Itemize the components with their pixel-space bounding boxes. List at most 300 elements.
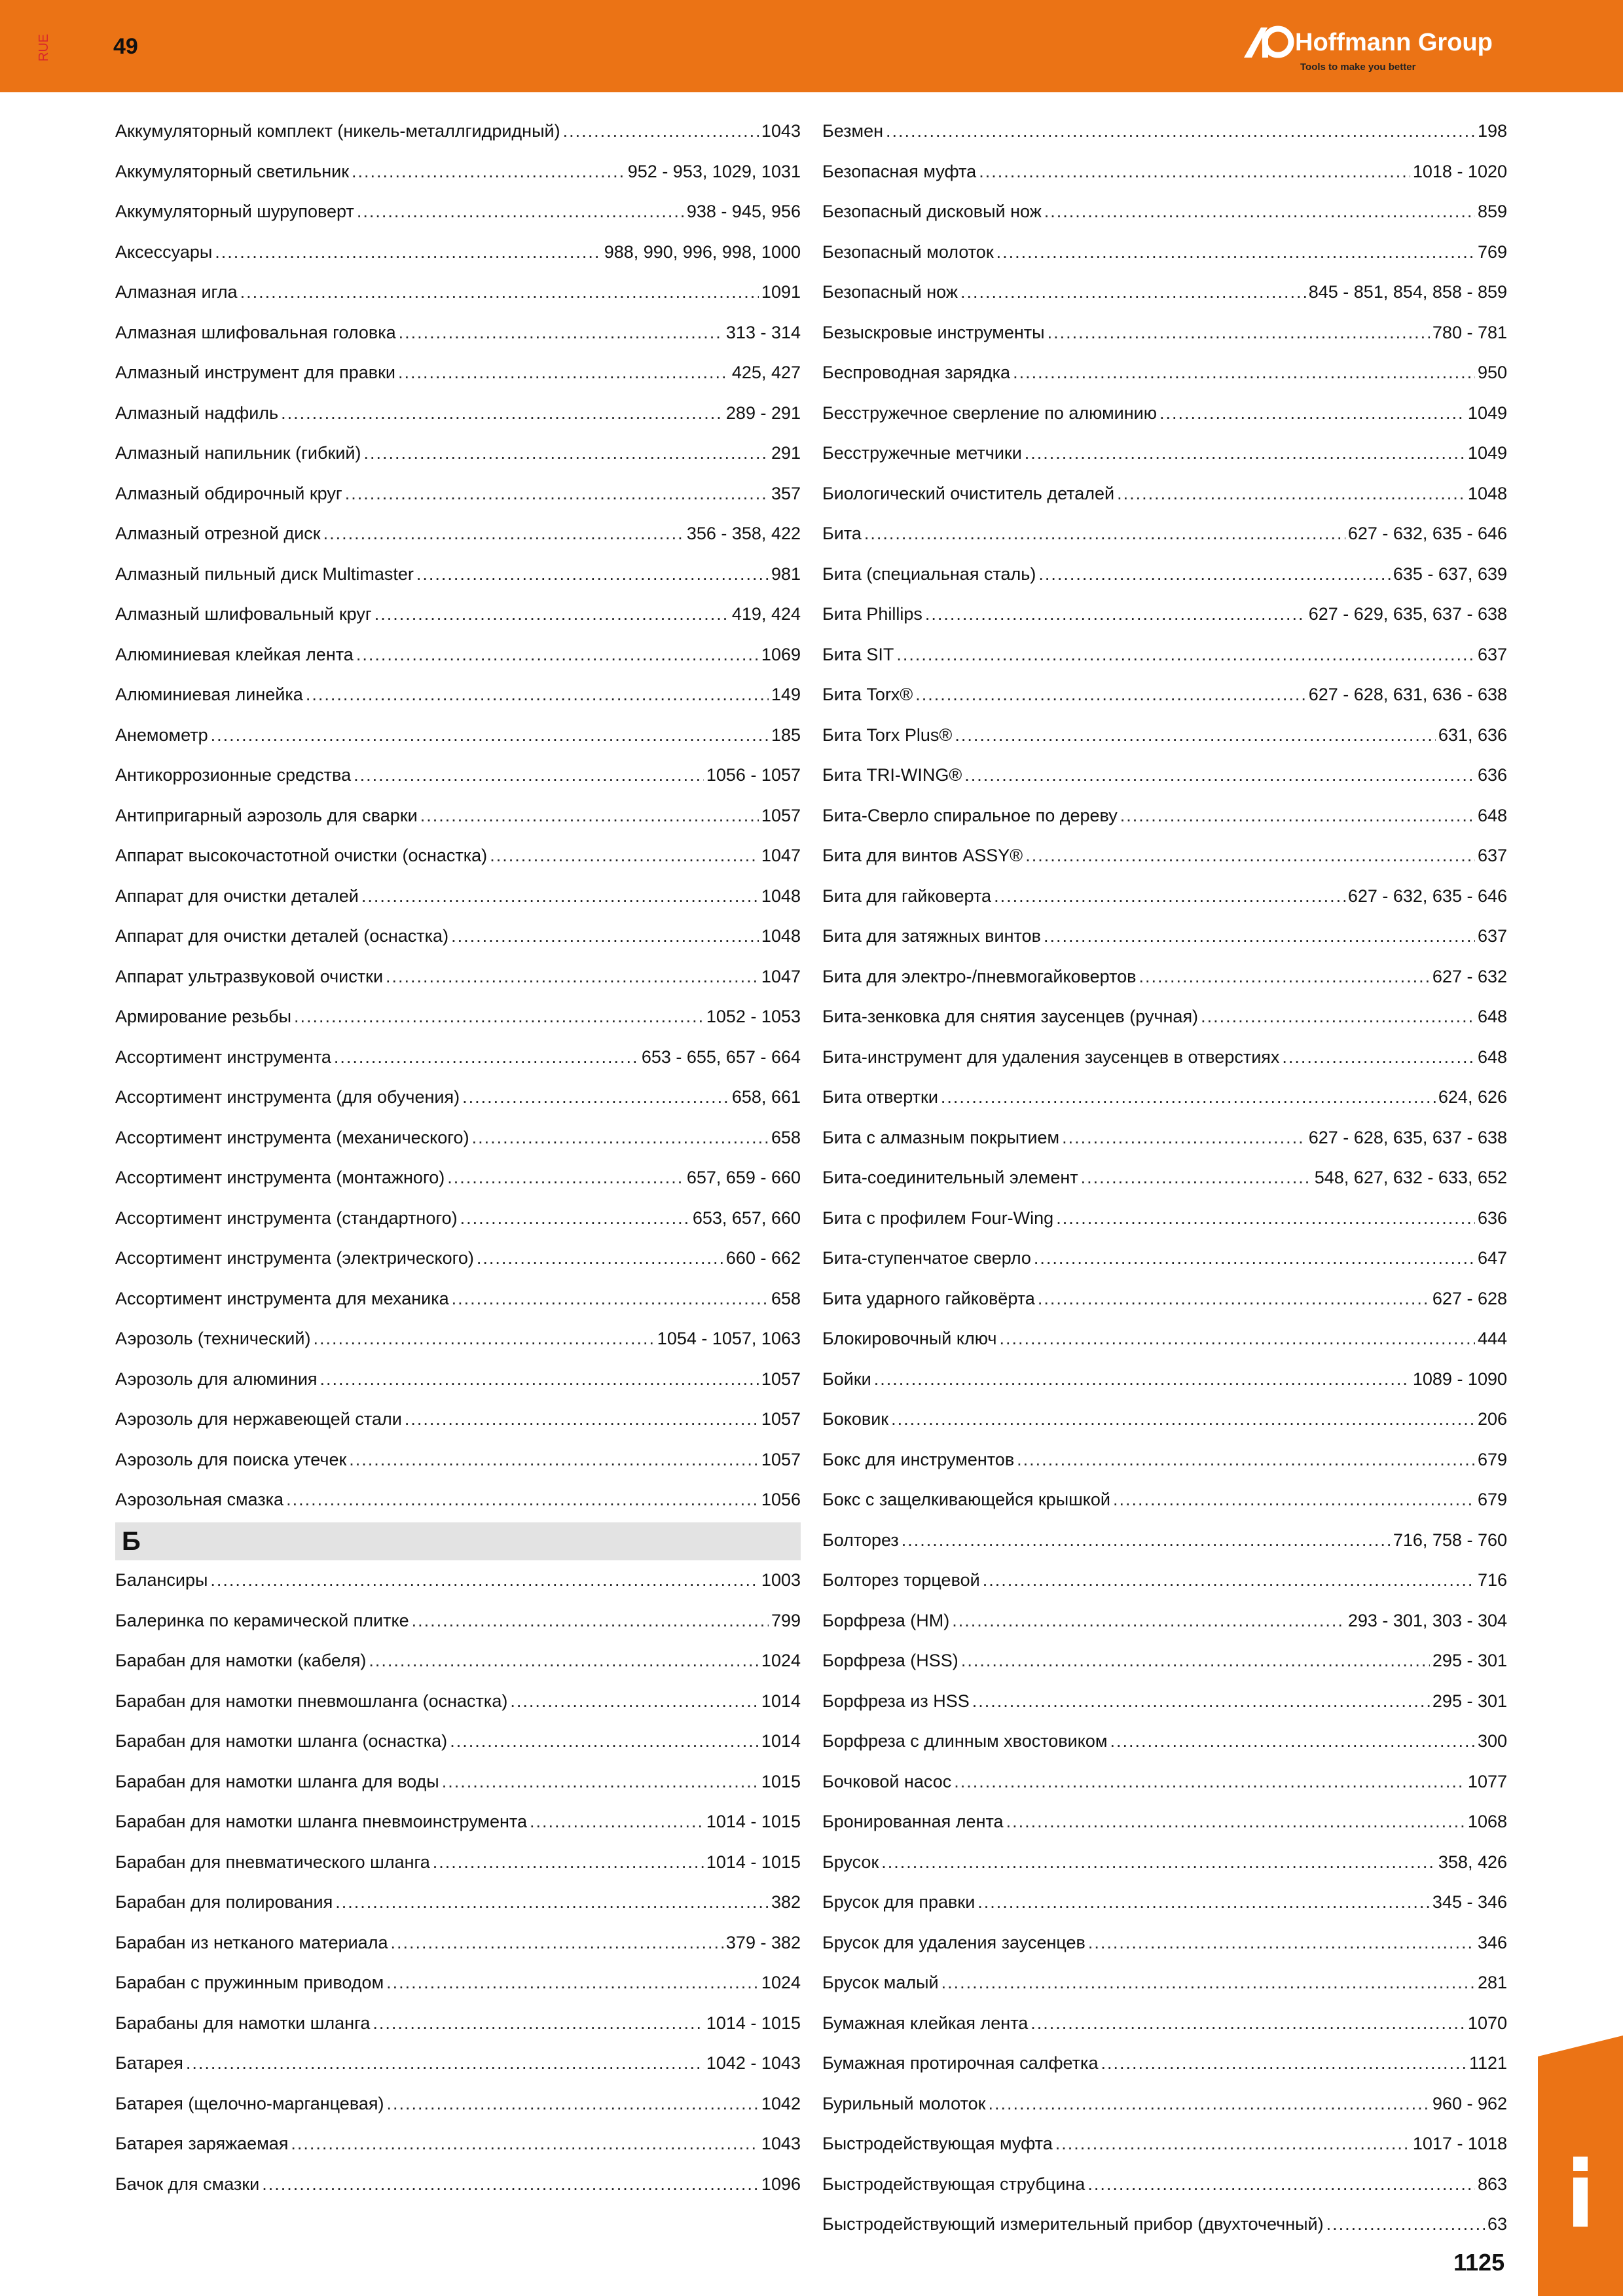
index-entry — [115, 1601, 801, 1641]
index-pages: 1024 — [761, 1651, 801, 1671]
index-entry — [115, 554, 801, 595]
leader-dots — [1101, 2054, 1466, 2072]
index-term: Бита (специальная сталь) — [822, 564, 1036, 584]
leader-dots — [864, 525, 1345, 543]
index-pages: 1057 — [761, 1409, 801, 1429]
index-pages: 1047 — [761, 846, 801, 866]
index-entry — [115, 433, 801, 474]
brand-mark-icon — [1244, 25, 1296, 59]
index-term: Борфреза (HM) — [822, 1610, 950, 1630]
index-entry — [822, 1681, 1507, 1722]
index-entry — [822, 1399, 1507, 1440]
index-term: Бита для затяжных винтов — [822, 926, 1041, 946]
index-term: Анемометр — [115, 725, 208, 745]
index-entry — [822, 1641, 1507, 1681]
index-entry — [115, 916, 801, 957]
index-term: Батарея (щелочно-марганцевая) — [115, 2093, 384, 2113]
index-term: Бумажная клейкая лента — [822, 2013, 1029, 2033]
index-term: Ассортимент инструмента для механика — [115, 1288, 449, 1308]
index-pages: 1003 — [761, 1570, 801, 1590]
leader-dots — [335, 1893, 769, 1911]
index-term: Бесстружечные метчики — [822, 443, 1022, 463]
leader-dots — [964, 766, 1475, 784]
index-term: Аксессуары — [115, 242, 213, 262]
index-term: Аппарат для очистки деталей — [115, 886, 359, 906]
index-term: Алмазный надфиль — [115, 403, 279, 423]
leader-dots — [462, 1088, 729, 1106]
index-pages: 624, 626 — [1438, 1087, 1507, 1107]
leader-dots — [363, 444, 769, 462]
leader-dots — [955, 726, 1436, 744]
index-pages: 863 — [1477, 2174, 1507, 2194]
leader-dots — [979, 163, 1410, 181]
index-column-left — [115, 111, 801, 2204]
index-entry — [115, 313, 801, 353]
index-entry — [822, 916, 1507, 957]
index-term: Бокс с защелкивающейся крышкой — [822, 1490, 1110, 1510]
index-term: Брусок малый — [822, 1973, 939, 1993]
index-entry — [822, 393, 1507, 434]
index-entry — [822, 755, 1507, 796]
index-term: Бесстружечное сверление по алюминию — [822, 403, 1157, 423]
index-term: Алмазный напильник (гибкий) — [115, 443, 361, 463]
index-entry — [115, 1037, 801, 1078]
section-letter: Б — [122, 1526, 141, 1556]
index-pages: 313 - 314 — [725, 322, 801, 342]
index-pages: 1043 — [761, 121, 801, 141]
index-entry — [115, 232, 801, 273]
index-pages: 358, 426 — [1438, 1852, 1507, 1872]
index-entry — [822, 1238, 1507, 1279]
index-term: Бумажная протирочная салфетка — [822, 2053, 1099, 2073]
leader-dots — [1044, 927, 1475, 945]
leader-dots — [386, 968, 759, 986]
leader-dots — [999, 1330, 1474, 1348]
index-pages: 1047 — [761, 966, 801, 986]
index-entry — [115, 635, 801, 675]
index-term: Барабан для намотки шланга для воды — [115, 1771, 439, 1791]
index-term: Алмазная шлифовальная головка — [115, 322, 396, 342]
index-entry — [115, 111, 801, 152]
leader-dots — [1117, 485, 1465, 503]
leader-dots — [881, 1854, 1436, 1871]
index-term: Брусок — [822, 1852, 879, 1872]
index-entry — [822, 957, 1507, 997]
index-entry — [115, 2003, 801, 2044]
index-term: Безыскровые инструменты — [822, 322, 1045, 342]
index-entry — [822, 1279, 1507, 1319]
index-entry — [115, 1802, 801, 1842]
index-pages: 647 — [1477, 1248, 1507, 1268]
index-term: Антипригарный аэрозоль для сварки — [115, 805, 418, 825]
index-term: Барабан с пружинным приводом — [115, 1973, 384, 1993]
index-entry — [115, 1641, 801, 1681]
index-pages: 679 — [1477, 1449, 1507, 1469]
leader-dots — [1030, 2015, 1465, 2032]
leader-dots — [240, 283, 759, 301]
leader-dots — [420, 807, 759, 825]
leader-dots — [291, 2135, 759, 2153]
index-term: Борфреза (HSS) — [822, 1651, 958, 1671]
index-term: Бокс для инструментов — [822, 1449, 1015, 1469]
leader-dots — [451, 927, 759, 945]
index-pages: 149 — [771, 685, 801, 705]
index-entry — [115, 997, 801, 1037]
leader-dots — [373, 2015, 704, 2032]
index-pages: 419, 424 — [731, 604, 801, 624]
index-entry — [822, 997, 1507, 1037]
index-entry — [115, 1077, 801, 1118]
index-term: Бочковой насос — [822, 1771, 952, 1791]
index-pages: 357 — [771, 483, 801, 503]
index-term: Бита TRI-WING® — [822, 765, 962, 785]
leader-dots — [1201, 1008, 1475, 1026]
index-entry — [822, 313, 1507, 353]
leader-dots — [1326, 2215, 1485, 2233]
leader-dots — [1013, 364, 1475, 382]
leader-dots — [915, 686, 1305, 704]
index-entry — [115, 675, 801, 715]
index-entry — [115, 192, 801, 232]
index-term: Барабан для намотки (кабеля) — [115, 1651, 367, 1671]
index-pages: 653 - 655, 657 - 664 — [641, 1047, 801, 1067]
index-term: Ассортимент инструмента (механического) — [115, 1127, 469, 1147]
leader-dots — [386, 2095, 758, 2113]
index-term: Аэрозоль для поиска утечек — [115, 1449, 347, 1469]
index-pages: 1014 - 1015 — [706, 2013, 801, 2033]
index-entry — [822, 1077, 1507, 1118]
index-pages: 425, 427 — [731, 363, 801, 383]
index-pages: 295 - 301 — [1432, 1651, 1507, 1671]
index-entry — [115, 1923, 801, 1964]
leader-dots — [1113, 1491, 1475, 1509]
index-pages: 636 — [1477, 1208, 1507, 1228]
leader-dots — [306, 686, 769, 704]
index-term: Алмазный шлифовальный круг — [115, 604, 372, 624]
leader-dots — [361, 888, 759, 905]
index-pages: 444 — [1477, 1329, 1507, 1349]
leader-dots — [530, 1813, 704, 1831]
index-entry — [822, 1882, 1507, 1923]
leader-dots — [1006, 1813, 1465, 1831]
index-pages: 1057 — [761, 805, 801, 825]
index-entry — [822, 2204, 1507, 2245]
index-pages: 1054 - 1057, 1063 — [657, 1329, 801, 1349]
leader-dots — [186, 2054, 704, 2072]
index-pages: 1048 — [761, 886, 801, 906]
index-term: Беспроводная зарядка — [822, 363, 1011, 383]
index-term: Аккумуляторный шуруповерт — [115, 202, 354, 222]
index-term: Бурильный молоток — [822, 2093, 986, 2113]
index-pages: 291 — [771, 443, 801, 463]
index-entry — [822, 2124, 1507, 2164]
section-bar — [115, 1522, 801, 1560]
index-entry — [822, 1319, 1507, 1359]
index-term: Барабан из нетканого материала — [115, 1932, 388, 1952]
leader-dots — [450, 1732, 759, 1750]
index-term: Бита с профилем Four-Wing — [822, 1208, 1054, 1228]
index-entry — [115, 1882, 801, 1923]
index-term: Бита для электро-/пневмогайковертов — [822, 966, 1137, 986]
index-entry — [115, 876, 801, 917]
leader-dots — [983, 1571, 1475, 1589]
index-term: Бита Torx Plus® — [822, 725, 953, 745]
index-entry — [115, 1198, 801, 1239]
leader-dots — [1044, 203, 1475, 221]
index-term: Аппарат для очистки деталей (оснастка) — [115, 926, 449, 946]
index-term: Брусок для удаления заусенцев — [822, 1932, 1085, 1952]
index-pages: 281 — [1477, 1973, 1507, 1993]
index-term: Бита-инструмент для удаления заусенцев в отверстиях — [822, 1047, 1280, 1067]
leader-dots — [460, 1210, 690, 1227]
index-entry — [115, 796, 801, 836]
index-pages: 845 - 851, 854, 858 - 859 — [1308, 282, 1507, 302]
index-entry — [822, 1480, 1507, 1520]
index-pages: 658 — [771, 1127, 801, 1147]
index-entry — [822, 2003, 1507, 2044]
index-term: Бита отвертки — [822, 1087, 938, 1107]
index-term: Антикоррозионные средства — [115, 765, 352, 785]
leader-dots — [345, 485, 769, 503]
leader-dots — [1056, 1210, 1475, 1227]
index-pages: 1042 - 1043 — [706, 2053, 801, 2073]
index-pages: 382 — [771, 1892, 801, 1912]
leader-dots — [416, 565, 769, 583]
index-pages: 780 - 781 — [1432, 322, 1507, 342]
index-pages: 658 — [771, 1288, 801, 1308]
index-pages: 1077 — [1467, 1771, 1507, 1791]
index-entry — [822, 1721, 1507, 1762]
index-term: Алмазный инструмент для правки — [115, 363, 395, 383]
leader-dots — [352, 163, 625, 181]
index-pages: 1014 - 1015 — [706, 1812, 801, 1832]
leader-dots — [954, 1773, 1465, 1791]
index-entry — [115, 1158, 801, 1198]
index-entry — [822, 152, 1507, 192]
index-entry — [822, 232, 1507, 273]
index-pages: 1042 — [761, 2093, 801, 2113]
brand-logo — [1244, 25, 1519, 79]
index-entry — [822, 1842, 1507, 1883]
leader-dots — [210, 1571, 759, 1589]
section-header-b — [115, 1520, 801, 1561]
leader-dots — [405, 1410, 759, 1428]
leader-dots — [896, 646, 1475, 664]
index-term: Бита Phillips — [822, 604, 922, 624]
index-entry — [822, 675, 1507, 715]
index-term: Алюминиевая клейкая лента — [115, 644, 354, 664]
index-pages: 637 — [1477, 644, 1507, 664]
index-pages: 1052 - 1053 — [706, 1007, 801, 1027]
index-pages: 1014 — [761, 1691, 801, 1711]
index-pages: 1089 - 1090 — [1412, 1369, 1507, 1389]
index-term: Барабан для намотки пневмошланга (оснастка) — [115, 1691, 508, 1711]
leader-dots — [452, 1290, 769, 1308]
index-entry — [822, 474, 1507, 514]
index-term: Безопасный нож — [822, 282, 958, 302]
leader-dots — [386, 1974, 759, 1992]
index-pages: 657, 659 - 660 — [686, 1168, 801, 1188]
index-entry — [115, 393, 801, 434]
index-pages: 627 - 628, 635, 637 - 638 — [1308, 1127, 1507, 1147]
index-entry — [115, 1399, 801, 1440]
index-pages: 548, 627, 632 - 633, 652 — [1314, 1168, 1507, 1188]
index-entry — [115, 1681, 801, 1722]
index-pages: 289 - 291 — [725, 403, 801, 423]
index-entry — [822, 1359, 1507, 1400]
leader-dots — [1120, 807, 1475, 825]
index-pages: 1048 — [1467, 483, 1507, 503]
leader-dots — [349, 1451, 759, 1469]
index-entry — [822, 1520, 1507, 1561]
index-term: Барабан для намотки шланга пневмоинструмента — [115, 1812, 527, 1832]
leader-dots — [354, 766, 704, 784]
page-number-top: 49 — [113, 34, 138, 59]
leader-dots — [262, 2176, 759, 2193]
index-term: Армирование резьбы — [115, 1007, 292, 1027]
leader-dots — [1017, 1451, 1475, 1469]
leader-dots — [902, 1532, 1391, 1549]
index-pages: 1091 — [761, 282, 801, 302]
index-entry — [822, 554, 1507, 595]
leader-dots — [286, 1491, 759, 1509]
index-term: Биологический очиститель деталей — [822, 483, 1115, 503]
index-entry — [115, 1359, 801, 1400]
index-term: Боковик — [822, 1409, 889, 1429]
index-pages: 769 — [1477, 242, 1507, 262]
leader-dots — [941, 1088, 1436, 1106]
index-term: Аэрозоль для нержавеющей стали — [115, 1409, 402, 1429]
page-number-bottom: 1125 — [1453, 2249, 1505, 2276]
index-pages: 1017 - 1018 — [1412, 2134, 1507, 2154]
index-term: Ассортимент инструмента (электрического) — [115, 1248, 474, 1268]
index-pages: 859 — [1477, 202, 1507, 222]
index-term: Бита Torx® — [822, 685, 913, 705]
index-term: Барабаны для намотки шланга — [115, 2013, 371, 2033]
index-pages: 293 - 301, 303 - 304 — [1347, 1610, 1507, 1630]
index-term: Аэрозольная смазка — [115, 1490, 284, 1510]
brand-name: Hoffmann Group — [1295, 29, 1493, 56]
index-pages: 1056 — [761, 1490, 801, 1510]
info-icon — [1573, 2157, 1588, 2227]
index-entry — [822, 1440, 1507, 1480]
index-pages: 627 - 632 — [1432, 966, 1507, 986]
index-pages: 627 - 628, 631, 636 - 638 — [1308, 685, 1507, 705]
index-entry — [822, 796, 1507, 836]
index-entry — [822, 2043, 1507, 2084]
leader-dots — [941, 1974, 1475, 1992]
leader-dots — [1048, 324, 1430, 342]
index-pages: 1069 — [761, 644, 801, 664]
index-entry — [115, 1963, 801, 2003]
index-entry — [115, 2084, 801, 2125]
index-entry — [822, 433, 1507, 474]
index-pages: 1056 - 1057 — [706, 765, 801, 785]
leader-dots — [1062, 1129, 1306, 1147]
index-pages: 627 - 629, 635, 637 - 638 — [1308, 604, 1507, 624]
index-entry — [822, 353, 1507, 393]
index-entry — [822, 1762, 1507, 1803]
leader-dots — [281, 404, 723, 422]
index-pages: 952 - 953, 1029, 1031 — [627, 161, 801, 181]
index-pages: 63 — [1487, 2214, 1507, 2234]
index-term: Быстродействующая муфта — [822, 2134, 1053, 2154]
index-term: Бита с алмазным покрытием — [822, 1127, 1060, 1147]
index-pages: 1018 - 1020 — [1412, 161, 1507, 181]
leader-dots — [972, 1693, 1430, 1710]
index-term: Аппарат ультразвуковой очистки — [115, 966, 384, 986]
index-term: Борфреза из HSS — [822, 1691, 970, 1711]
index-term: Быстродействующий измерительный прибор (двухточечный) — [822, 2214, 1324, 2234]
index-entry — [822, 1560, 1507, 1601]
index-term: Брусок для правки — [822, 1892, 976, 1912]
index-pages: 345 - 346 — [1432, 1892, 1507, 1912]
index-entry — [822, 2164, 1507, 2205]
leader-dots — [1055, 2135, 1410, 2153]
index-pages: 637 — [1477, 926, 1507, 946]
index-term: Аппарат высокочастотной очистки (оснастка) — [115, 846, 488, 866]
index-entry — [822, 1802, 1507, 1842]
leader-dots — [1025, 444, 1465, 462]
index-entry — [822, 2084, 1507, 2125]
index-term: Батарея заряжаемая — [115, 2134, 289, 2154]
index-pages: 1070 — [1467, 2013, 1507, 2033]
index-term: Бачок для смазки — [115, 2174, 260, 2194]
leader-dots — [1088, 1934, 1475, 1952]
leader-dots — [477, 1249, 723, 1267]
leader-dots — [996, 243, 1475, 261]
index-entry — [115, 353, 801, 393]
index-pages: 981 — [771, 564, 801, 584]
index-term: Алмазный отрезной диск — [115, 524, 321, 544]
index-pages: 1057 — [761, 1369, 801, 1389]
index-column-right — [822, 111, 1507, 2245]
leader-dots — [1025, 847, 1475, 865]
index-entry — [115, 957, 801, 997]
index-term: Бита для винтов ASSY® — [822, 846, 1023, 866]
leader-dots — [215, 243, 601, 261]
index-entry — [115, 1279, 801, 1319]
index-term: Барабан для пневматического шланга — [115, 1852, 430, 1872]
leader-dots — [952, 1612, 1345, 1630]
index-pages: 653, 657, 660 — [692, 1208, 801, 1228]
index-term: Алмазный обдирочный круг — [115, 483, 342, 503]
index-entry — [115, 2043, 801, 2084]
index-entry — [115, 2164, 801, 2205]
index-term: Безопасная муфта — [822, 161, 977, 181]
index-term: Бойки — [822, 1369, 871, 1389]
index-pages: 716, 758 - 760 — [1393, 1530, 1507, 1550]
info-tab[interactable] — [1538, 2036, 1623, 2296]
language-code: RUE — [37, 33, 51, 62]
leader-dots — [994, 888, 1345, 905]
index-term: Бита-Сверло спиральное по дереву — [822, 805, 1118, 825]
index-pages: 356 - 358, 422 — [686, 524, 801, 544]
index-term: Бита SIT — [822, 644, 894, 664]
leader-dots — [211, 726, 769, 744]
index-pages: 1043 — [761, 2134, 801, 2154]
index-term: Бита-ступенчатое сверло — [822, 1248, 1031, 1268]
index-pages: 988, 990, 996, 998, 1000 — [604, 242, 801, 262]
index-entry — [115, 514, 801, 554]
index-entry — [115, 836, 801, 876]
leader-dots — [356, 646, 759, 664]
index-pages: 1049 — [1467, 403, 1507, 423]
index-entry — [822, 1923, 1507, 1964]
index-term: Бита для гайковерта — [822, 886, 992, 906]
index-pages: 1068 — [1467, 1812, 1507, 1832]
index-term: Бронированная лента — [822, 1812, 1004, 1832]
